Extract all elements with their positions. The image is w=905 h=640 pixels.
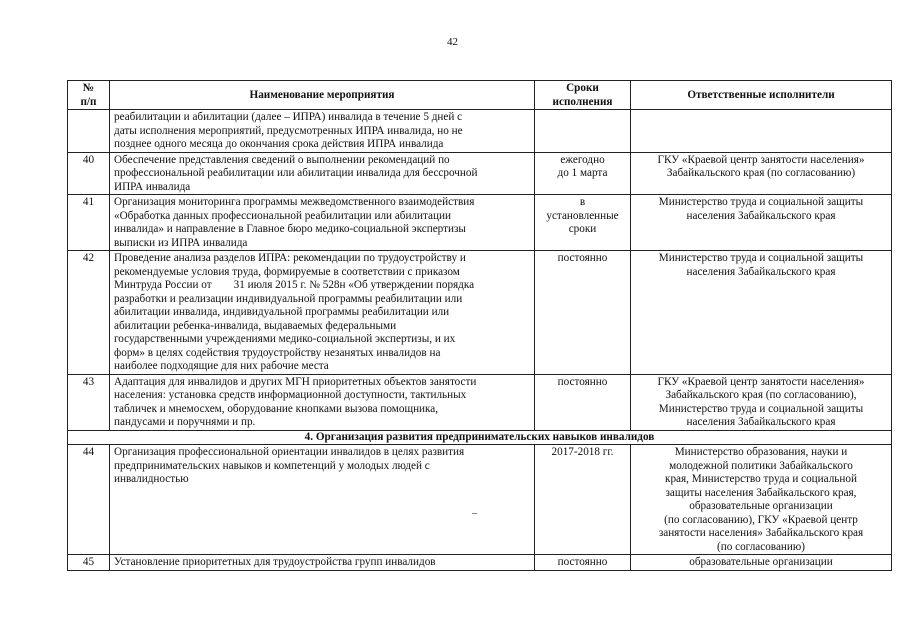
measures-table: [67, 80, 892, 571]
row-term: ежегодно до 1 марта: [535, 152, 631, 195]
row-name: реабилитации и абилитации (далее – ИПРА) инвалида в течение 5 дней с даты исполнения мероприятий, предусмотренных ИПРА инвалида, но не позднее одного месяца до окончания срока действия ИПРА инвалида: [110, 110, 535, 153]
table-row: [68, 110, 892, 153]
table-row: [68, 152, 892, 195]
stray-mark: [472, 513, 477, 514]
row-name: Установление приоритетных для трудоустройства групп инвалидов: [110, 555, 535, 571]
row-term: в установленные сроки: [535, 195, 631, 251]
table-row: [68, 555, 892, 571]
row-number: 43: [68, 374, 110, 430]
row-term: [535, 110, 631, 153]
row-responsible: образовательные организации: [631, 555, 892, 571]
row-number: [68, 110, 110, 153]
header-term: Сроки исполнения: [535, 81, 631, 110]
row-responsible: [631, 110, 892, 153]
row-term: постоянно: [535, 555, 631, 571]
row-name: Организация профессиональной ориентации инвалидов в целях развития предпринимательских навыков и компетенций у молодых людей с инвалидностью: [110, 445, 535, 555]
table-header-row: [68, 81, 892, 110]
header-name: Наименование мероприятия: [110, 81, 535, 110]
table-row: [68, 251, 892, 375]
section-row: [68, 430, 892, 445]
table-row: [68, 195, 892, 251]
row-number: 45: [68, 555, 110, 571]
row-responsible: Министерство образования, науки и молодежной политики Забайкальского края, Министерство труда и социальной защиты населения Забайкальского края, образовательные организации (по согласованию), ГКУ «Краевой центр занятости населения» Забайкальского края (по согласованию): [631, 445, 892, 555]
row-term: постоянно: [535, 251, 631, 375]
row-number: 42: [68, 251, 110, 375]
row-name: Организация мониторинга программы межведомственного взаимодействия «Обработка данных профессиональной реабилитации или абилитации инвалида» и направление в Главное бюро медико-социальной экспертизы выписки из ИПРА инвалида: [110, 195, 535, 251]
page-number: 42: [447, 36, 458, 48]
row-responsible: Министерство труда и социальной защиты населения Забайкальского края: [631, 251, 892, 375]
row-name: Адаптация для инвалидов и других МГН приоритетных объектов занятости населения: установка средств информационной доступности, тактильных табличек и мнемосхем, оборудование кнопками вызова помощника, пандусами и поручнями и пр.: [110, 374, 535, 430]
row-term: 2017-2018 гг.: [535, 445, 631, 555]
table-row: [68, 445, 892, 555]
row-number: 44: [68, 445, 110, 555]
row-number: 41: [68, 195, 110, 251]
row-number: 40: [68, 152, 110, 195]
header-num: № п/п: [68, 81, 110, 110]
row-responsible: ГКУ «Краевой центр занятости населения» Забайкальского края (по согласованию): [631, 152, 892, 195]
header-responsible: Ответственные исполнители: [631, 81, 892, 110]
section-title: 4. Организация развития предпринимательских навыков инвалидов: [68, 430, 892, 445]
row-responsible: ГКУ «Краевой центр занятости населения» Забайкальского края (по согласованию), Министерство труда и социальной защиты населения Забайкальского края: [631, 374, 892, 430]
row-term: постоянно: [535, 374, 631, 430]
table-row: [68, 374, 892, 430]
row-responsible: Министерство труда и социальной защиты населения Забайкальского края: [631, 195, 892, 251]
row-name: Проведение анализа разделов ИПРА: рекомендации по трудоустройству и рекомендуемые условия труда, формируемые в соответствии с приказом Минтруда России от 31 июля 2015 г. № 528н «Об утверждении порядка разработки и реализации индивидуальной программы реабилитации или абилитации инвалида, индивидуальной программы реабилитации или абилитации ребенка-инвалида, выдаваемых федеральными государственными учреждениями медико-социальной экспертизы, и их форм» в целях содействия трудоустройству незанятых инвалидов на наиболее подходящие для них рабочие места: [110, 251, 535, 375]
row-name: Обеспечение представления сведений о выполнении рекомендаций по профессиональной реабилитации или абилитации инвалида для бессрочной ИПРА инвалида: [110, 152, 535, 195]
